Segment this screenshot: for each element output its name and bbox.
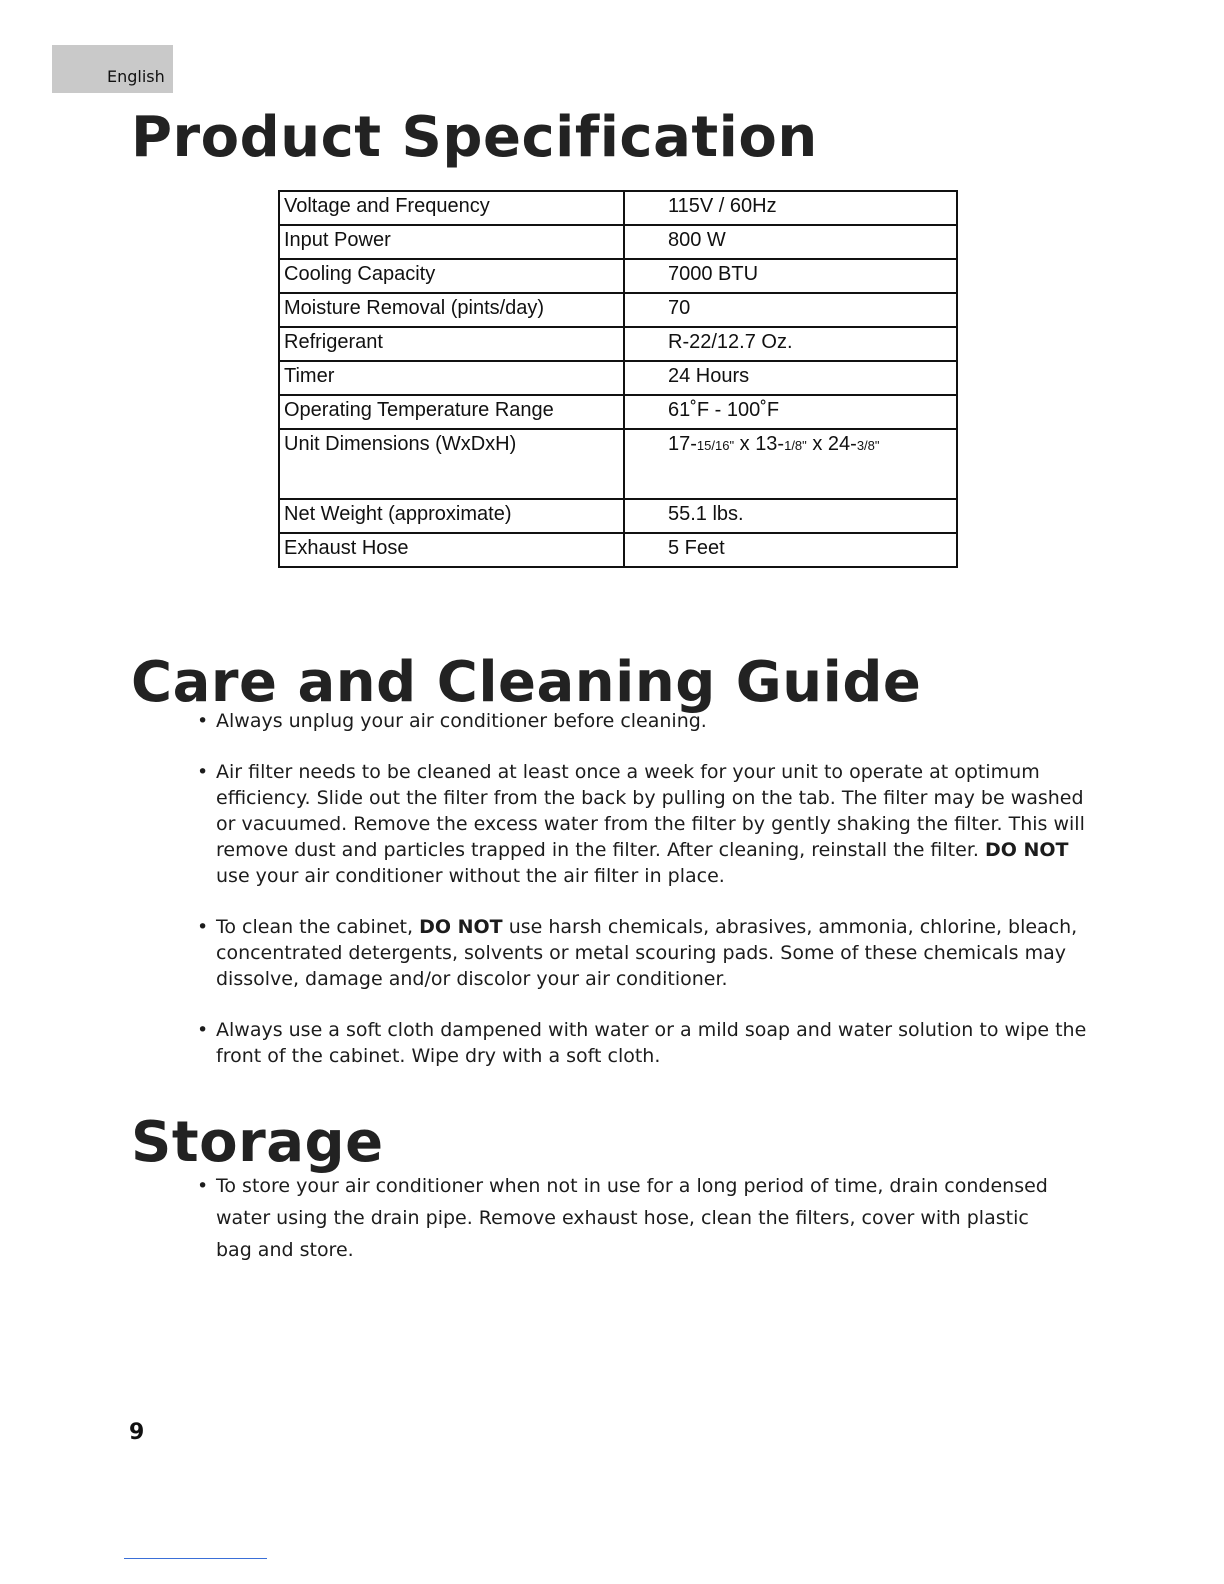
spec-value: 55.1 lbs. <box>624 499 957 533</box>
spec-value: 5 Feet <box>624 533 957 567</box>
spec-value: 800 W <box>624 225 957 259</box>
language-tab <box>52 45 173 93</box>
table-row <box>279 429 957 499</box>
table-row <box>279 191 957 225</box>
spec-label: Exhaust Hose <box>279 533 624 567</box>
care-bullet-text: To clean the cabinet, <box>216 916 420 938</box>
dim-height-int: 24- <box>827 433 857 455</box>
spec-label: Cooling Capacity <box>279 259 624 293</box>
dim-separator: x <box>734 433 756 455</box>
spec-value: 70 <box>624 293 957 327</box>
spec-label: Timer <box>279 361 624 395</box>
storage-bullet-text: To store your air conditioner when not in use for a long period of time, drain condensed water using the drain pipe. Remove exhaust hose, clean the filters, cover with plastic bag and store. <box>216 1175 1048 1261</box>
storage-title: Storage <box>131 1110 384 1175</box>
page-number: 9 <box>129 1420 145 1445</box>
dim-width-int: 17- <box>668 433 697 455</box>
table-row <box>279 361 957 395</box>
care-bullet-list <box>197 708 1087 1094</box>
care-bullet-text: Air filter needs to be cleaned at least once a week for your unit to operate at optimum efficiency. Slide out the filter from the back by pulling on the tab. The filter may be washed or vacuumed. Remove the excess water from the filter by gently shaking the filter. This will remove dust and particles trapped in the filter. After cleaning, reinstall the filter. <box>216 761 1085 861</box>
dim-depth-frac: 1/8" <box>784 438 807 453</box>
specification-table <box>278 190 958 568</box>
spec-label: Unit Dimensions (WxDxH) <box>279 429 624 499</box>
spec-label: Operating Temperature Range <box>279 395 624 429</box>
storage-bullet-list <box>197 1170 1057 1266</box>
care-bullet-text: use harsh chemicals, abrasives, ammonia, chlorine, bleach, concentrated detergents, solvents or metal scouring pads. Some of these chemicals may dissolve, damage and/or discolor your air conditioner. <box>216 916 1078 990</box>
do-not-warning: DO NOT <box>984 839 1069 861</box>
spec-label: Refrigerant <box>279 327 624 361</box>
do-not-warning: DO NOT <box>419 916 503 938</box>
footer-divider <box>124 1558 267 1559</box>
spec-label: Voltage and Frequency <box>279 191 624 225</box>
care-bullet-text: Always unplug your air conditioner before cleaning. <box>216 710 707 732</box>
list-item <box>197 1170 1057 1266</box>
care-bullet-text: Always use a soft cloth dampened with water or a mild soap and water solution to wipe the front of the cabinet. Wipe dry with a soft cloth. <box>216 1019 1087 1067</box>
product-specification-title: Product Specification <box>131 105 818 170</box>
spec-value: 115V / 60Hz <box>624 191 957 225</box>
table-row <box>279 395 957 429</box>
spec-value: 24 Hours <box>624 361 957 395</box>
language-label: English <box>107 67 165 86</box>
table-row <box>279 259 957 293</box>
table-row <box>279 225 957 259</box>
table-row <box>279 327 957 361</box>
spec-label: Net Weight (approximate) <box>279 499 624 533</box>
care-cleaning-title: Care and Cleaning Guide <box>131 650 922 715</box>
list-item <box>197 914 1087 992</box>
spec-value: 61˚F - 100˚F <box>624 395 957 429</box>
spec-value: 7000 BTU <box>624 259 957 293</box>
spec-value-dimensions <box>624 429 957 499</box>
spec-label: Input Power <box>279 225 624 259</box>
table-row <box>279 533 957 567</box>
spec-value: R-22/12.7 Oz. <box>624 327 957 361</box>
table-row <box>279 293 957 327</box>
spec-label: Moisture Removal (pints/day) <box>279 293 624 327</box>
dim-height-frac: 3/8" <box>856 438 880 453</box>
list-item <box>197 759 1087 889</box>
list-item <box>197 708 1087 734</box>
dim-separator: x <box>806 433 828 455</box>
care-bullet-text: use your air conditioner without the air filter in place. <box>216 865 725 887</box>
dim-depth-int: 13- <box>755 433 785 455</box>
list-item <box>197 1017 1087 1069</box>
dim-width-frac: 15/16" <box>696 438 735 453</box>
table-row <box>279 499 957 533</box>
